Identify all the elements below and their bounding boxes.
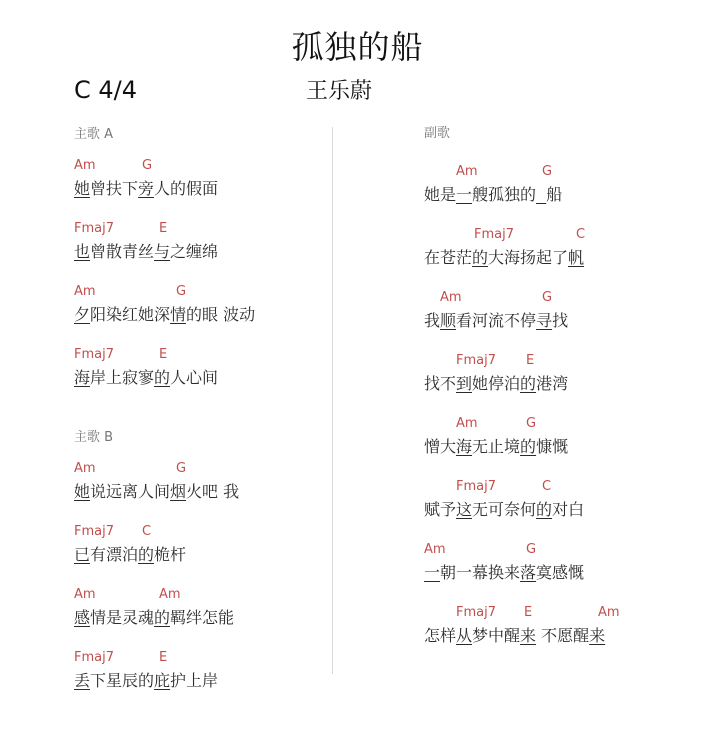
lyric-line	[424, 605, 684, 653]
lyric-segment: 无可奈何	[472, 500, 537, 519]
lyric-line	[74, 221, 314, 269]
chord: Fmaj7	[474, 227, 514, 242]
lyric-segment: 情是灵魂	[90, 608, 155, 627]
lyric-segment: 从	[456, 626, 473, 645]
lyric-segment: 朝一幕换来	[440, 563, 521, 582]
chord: G	[526, 416, 537, 431]
lyric-segment: 人的假面	[154, 179, 219, 198]
lyric-line	[74, 158, 314, 206]
lyric-segment: 阳染红她深	[90, 305, 171, 324]
song-key-time-signature: C 4/4	[74, 76, 138, 104]
lyric-segment: 也	[74, 242, 91, 261]
lyric-segment: 来	[520, 626, 537, 645]
chord: G	[526, 542, 537, 557]
lyric-segment: 下星辰的	[90, 671, 155, 690]
lyric-segment: 的	[472, 248, 489, 267]
chord: Am	[74, 158, 96, 173]
lyric-text	[424, 497, 584, 520]
lyric-text	[74, 365, 218, 388]
lyric-segment: 一	[424, 563, 441, 582]
chord: G	[176, 284, 187, 299]
chord: C	[576, 227, 586, 242]
lyric-line	[424, 416, 664, 464]
lyric-segment: 看河流不停	[456, 311, 537, 330]
lyric-segment: 旁	[138, 179, 155, 198]
lyric-segment: 桅杆	[154, 545, 187, 564]
lyric-text	[74, 605, 234, 628]
lyric-segment: 我	[424, 311, 441, 330]
lyric-line	[74, 347, 314, 395]
lyric-segment: 已	[74, 545, 91, 564]
chord: G	[176, 461, 187, 476]
chord: C	[542, 479, 552, 494]
lyric-segment: 曾散青丝	[90, 242, 155, 261]
lyric-segment: 不愿醒	[536, 626, 590, 645]
lyric-line	[424, 164, 664, 212]
chord: Fmaj7	[456, 605, 496, 620]
lyric-segment: 艘孤独的	[472, 185, 537, 204]
lyric-text	[424, 560, 584, 583]
lyric-segment: 她	[74, 482, 91, 501]
lyric-segment: 羁绊怎能	[170, 608, 235, 627]
lyric-segment: 到	[456, 374, 473, 393]
chord: Am	[159, 587, 181, 602]
chord: G	[142, 158, 153, 173]
lyric-segment: 火吧 我	[186, 482, 240, 501]
lyric-segment: 对白	[552, 500, 585, 519]
column-divider	[332, 127, 333, 674]
lyric-segment: 赋予	[424, 500, 457, 519]
chord: Fmaj7	[74, 524, 114, 539]
lyric-line	[424, 290, 664, 338]
lyric-segment: 的	[154, 368, 171, 387]
lyric-segment: 寻	[536, 311, 553, 330]
lyric-segment: 之缠绵	[170, 242, 219, 261]
lyric-segment: 的	[520, 374, 537, 393]
chord: Am	[440, 290, 462, 305]
lyric-segment: 找不	[424, 374, 457, 393]
lyric-segment: 来	[589, 626, 606, 645]
chord: Am	[424, 542, 446, 557]
lyric-segment: 落	[520, 563, 537, 582]
lyric-segment: 夕	[74, 305, 91, 324]
lyric-text	[74, 176, 218, 199]
chord: G	[542, 290, 553, 305]
lyric-segment: 船	[546, 185, 563, 204]
chord: E	[159, 221, 168, 236]
lyric-segment: 的	[520, 437, 537, 456]
lyric-line	[74, 650, 314, 698]
lyric-segment: 这	[456, 500, 473, 519]
section-label-verse-b: 主歌 B	[74, 430, 114, 445]
lyric-segment: 情	[170, 305, 187, 324]
lyric-segment: 有漂泊	[90, 545, 139, 564]
chord: G	[542, 164, 553, 179]
lyric-segment: 海	[456, 437, 473, 456]
lyric-line	[74, 284, 314, 332]
lyric-line	[74, 587, 314, 635]
lyric-segment: 丢	[74, 671, 91, 690]
lyric-segment: 她停泊	[472, 374, 521, 393]
lyric-segment: 寞感慨	[536, 563, 585, 582]
chord: Fmaj7	[456, 479, 496, 494]
chord: Fmaj7	[74, 650, 114, 665]
lyric-segment: 她是	[424, 185, 457, 204]
lyric-segment: 怎样	[424, 626, 457, 645]
section-label-verse-a: 主歌 A	[74, 127, 114, 142]
lyric-segment: 在苍茫	[424, 248, 473, 267]
lyric-segment: 的	[536, 500, 553, 519]
chord: Am	[74, 587, 96, 602]
lyric-segment: 说远离人间	[90, 482, 171, 501]
lyric-segment: 感	[74, 608, 91, 627]
chord: Fmaj7	[456, 353, 496, 368]
lyric-segment: 庇	[154, 671, 171, 690]
lyric-segment: 无止境	[472, 437, 521, 456]
lyric-segment: 找	[552, 311, 569, 330]
lyric-segment: 岸上寂寥	[90, 368, 155, 387]
lyric-segment: 帆	[568, 248, 585, 267]
song-artist: 王乐蔚	[306, 79, 373, 104]
lyric-segment: 顺	[440, 311, 457, 330]
chord: E	[524, 605, 533, 620]
lyric-segment: 曾扶下	[90, 179, 139, 198]
chord: C	[142, 524, 152, 539]
lyric-text	[74, 542, 186, 565]
chord: E	[159, 650, 168, 665]
lyric-text	[74, 668, 218, 691]
chord: Am	[456, 416, 478, 431]
lyric-text	[424, 623, 605, 646]
lyric-segment: 海	[74, 368, 91, 387]
lyric-text	[424, 182, 562, 205]
lyric-segment: 护上岸	[170, 671, 219, 690]
lyric-segment: 港湾	[536, 374, 569, 393]
chord: Am	[456, 164, 478, 179]
lyric-text	[424, 308, 568, 331]
lyric-segment: 与	[154, 242, 171, 261]
lyric-segment: 大海扬起了	[488, 248, 569, 267]
lyric-segment	[536, 185, 546, 204]
lyric-text	[74, 479, 239, 502]
song-title: 孤独的船	[291, 28, 424, 66]
lyric-line	[424, 542, 664, 590]
lyric-line	[424, 353, 664, 401]
lyric-segment: 憎大	[424, 437, 457, 456]
lyric-segment: 一	[456, 185, 473, 204]
lyric-line	[74, 461, 314, 509]
lyric-segment: 的眼 波动	[186, 305, 256, 324]
lyric-line	[74, 524, 314, 572]
lyric-segment: 梦中醒	[472, 626, 521, 645]
chord: E	[159, 347, 168, 362]
lyric-text	[424, 434, 568, 457]
lyric-segment: 的	[154, 608, 171, 627]
chord: Fmaj7	[74, 221, 114, 236]
chord: Am	[74, 284, 96, 299]
lyric-text	[424, 245, 584, 268]
section-label-chorus: 副歌	[424, 126, 451, 141]
lyric-text	[74, 302, 255, 325]
chord: Fmaj7	[74, 347, 114, 362]
lyric-segment: 烟	[170, 482, 187, 501]
lyric-segment: 的	[138, 545, 155, 564]
lyric-text	[424, 371, 568, 394]
lyric-segment: 慷慨	[536, 437, 569, 456]
chord: E	[526, 353, 535, 368]
chord: Am	[74, 461, 96, 476]
lyric-text	[74, 239, 218, 262]
chord: Am	[598, 605, 620, 620]
lyric-line	[424, 227, 664, 275]
lyric-line	[424, 479, 664, 527]
lyric-segment: 人心间	[170, 368, 219, 387]
lyric-segment: 她	[74, 179, 91, 198]
